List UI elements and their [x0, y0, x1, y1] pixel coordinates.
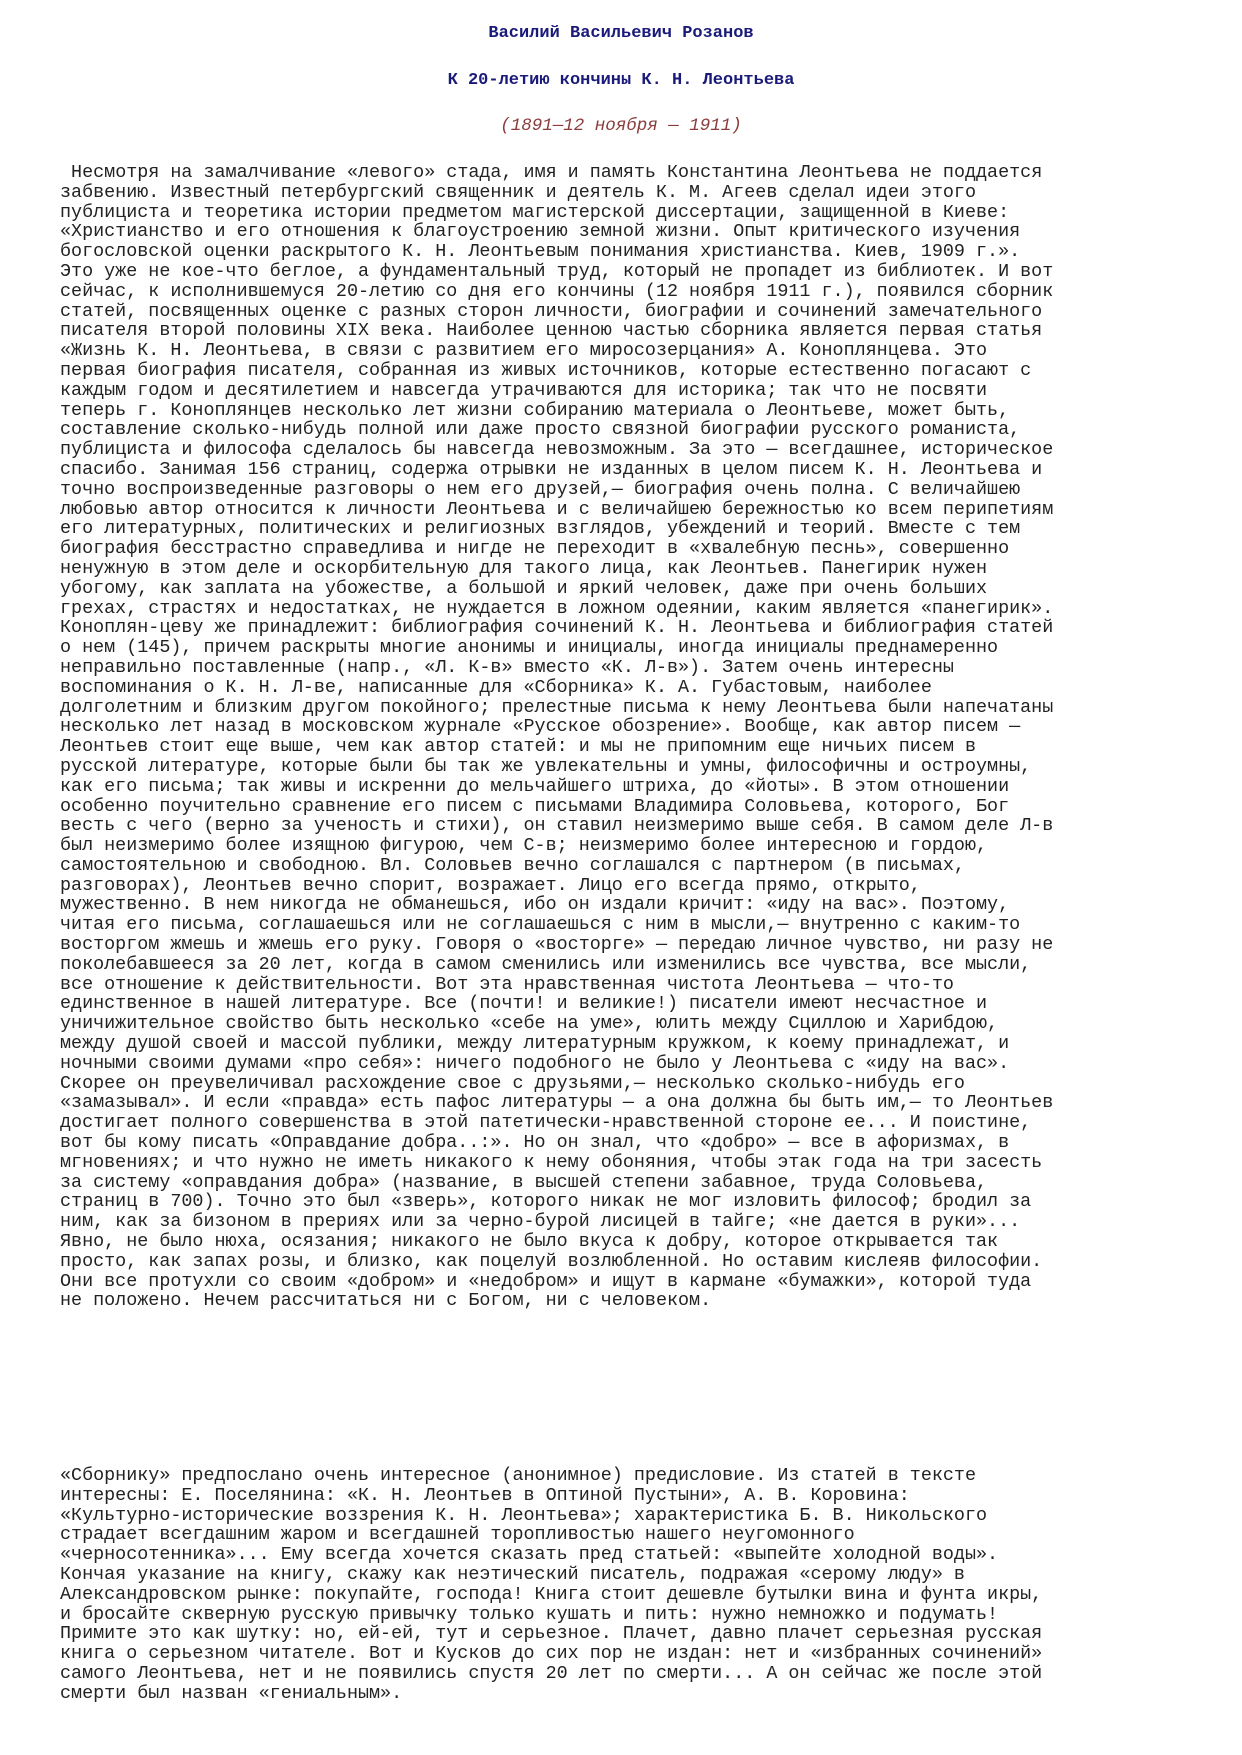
article-title: К 20-летию кончины К. Н. Леонтьева [447, 71, 795, 90]
body-paragraph-2: «Сборнику» предпослано очень интересное (анонимное) предисловие. Из статей в тексте интересны: Е. Поселянина: «К. Н. Леонтьев в Оптиной Пустыни», А. В. Коровина: «Культурно-исторические воззрения К. Н. Леонтьева»; характеристика Б. В. Никольского страдает всегдашним жаром и всегдашней торопливостью нашего неугомонного «черносотенника»... Ему всегда хочется сказать пред статьей: «выпейте холодной воды». Кончая указание на книгу, скажу как неэтический писатель, подражая «серому люду» в Александровском рынке: покупайте, господа! Книга стоит дешевле бутылки вина и фунта икры, и бросайте скверную русскую привычку только кушать и пить: нужно немножко и подумать! Примите это как шутку: но, ей-ей, тут и серьезное. Плачет, давно плачет серьезная русская книга о серьезном читателе. Вот и Кусков до сих пор не издан: нет и «избранных сочинений» самого Леонтьева, нет и не появились спустя 20 лет по смерти... А он сейчас же после этой смерти был назван «гениальным». [60, 1466, 1043, 1704]
author-heading: Василий Васильевич Розанов [488, 24, 754, 43]
body-paragraph-1: Несмотря на замалчивание «левого» стада, имя и память Константина Леонтьева не поддается забвению. Известный петербургский священник и деятель К. М. Агеев сделал идеи этого публициста и теоретика истории предметом магистерской диссертации, защищенной в Киеве: «Христианство и его отношения к благоустроению земной жизни. Опыт критического изучения богословской оценки раскрытого К. Н. Леонтьевым понимания христианства. Киев, 1909 г.». Это уже не кое-что беглое, а фундаментальный труд, который не пропадет из библиотек. И вот сейчас, к исполнившемуся 20-летию со дня его кончины (12 ноября 1911 г.), появился сборник статей, посвященных оценке с разных сторон личности, биографии и сочинений замечательного писателя второй половины XIX века. Наиболее ценною частью сборника является первая статья «Жизнь К. Н. Леонтьева, в связи с развитием его миросозерцания» А. Коноплянцева. Это первая биография писателя, собранная из живых источников, которые естественно погасают с каждым годом и десятилетием и навсегда утрачиваются для историка; так что не посвяти теперь г. Коноплянцев несколько лет жизни собиранию материала о Леонтьеве, может быть, составление сколько-нибудь полной или даже просто связной биографии русского романиста, публициста и философа сделалось бы навсегда невозможным. За это — всегдашнее, историческое спасибо. Занимая 156 страниц, содержа отрывки не изданных в целом писем К. Н. Леонтьева и точно воспроизведенные разговоры о нем его друзей,— биография очень полна. С величайшею любовью автор относится к личности Леонтьева и с величайшею бережностью ко всем перипетиям его литературных, политических и религиозных взглядов, убеждений и теорий. Вместе с тем биография бесстрастно справедлива и нигде не переходит в «хвалебную песнь», совершенно ненужную в этом деле и оскорбительную для такого лица, как Леонтьев. Панегирик нужен убогому, как заплата на убожестве, а большой и яркий человек, даже при очень больших грехах, страстях и недостатках, не нуждается в ложном одеянии, каким является «панегирик». Коноплян-цеву же принадлежит: библиография сочинений К. Н. Леонтьева и библиография статей о нем (145), причем раскрыты многие анонимы и инициалы, иногда инициалы преднамеренно неправильно поставленные (напр., «Л. К-в» вместо «К. Л-в»). Затем очень интересны воспоминания о К. Н. Л-ве, написанные для «Сборника» К. А. Губастовым, наиболее долголетним и близким другом покойного; прелестные письма к нему Леонтьева были напечатаны несколько лет назад в московском журнале «Русское обозрение». Вообще, как автор писем — Леонтьев стоит еще выше, чем как автор статей: и мы не припомним еще ничьих писем в русской литературе, которые были бы так же увлекательны и умны, философичны и остроумны, как его письма; так живы и искренни до мельчайшего штриха, до «йоты». В этом отношении особенно поучительно сравнение его писем с письмами Владимира Соловьева, которого, Бог весть с чего (верно за ученость и стихи), он ставил неизмеримо выше себя. В самом деле Л-в был неизмеримо более изящною фигурою, чем С-в; неизмеримо более интересною и гордою, самостоятельною и свободною. Вл. Соловьев вечно соглашался с партнером (в письмах, разговорах), Леонтьев вечно спорит, возражает. Лицо его всегда прямо, открыто, мужественно. В нем никогда не обманешься, ибо он издали кричит: «иду на вас». Поэтому, читая его письма, соглашаешься или не соглашаешься с ним в мысли,— внутренно с каким-то восторгом жмешь и жмешь его руку. Говоря о «восторге» — передаю личное чувство, ни разу не поколебавшееся за 20 лет, когда в самом сменились или изменились все чувства, все мысли, все отношение к действительности. Вот эта нравственная чистота Леонтьева — что-то единственное в нашей литературе. Все (почти! и великие!) писатели имеют несчастное и уничижительное свойство быть несколько «себе на уме», юлить между Сциллою и Харибдою, между душой своей и массой публики, между литературным кружком, к коему принадлежат, и ночными своими думами «про себя»: ничего подобного не было у Леонтьева с «иду на вас». Скорее он преувеличивал расхождение свое с друзьями,— несколько сколько-нибудь его «замазывал». И если «правда» есть пафос литературы — а она должна бы быть им,— то Леонтьев достигает полного совершенства в этой патетически-нравственной стороне ее... И поистине, вот бы кому писать «Оправдание добра..:». Но он знал, что «добро» — все в афоризмах, в мгновениях; и что нужно не иметь никакого к нему обоняния, чтобы этак года на три засесть за систему «оправдания добра» (название, в высшей степени забавное, труда Соловьева, страниц в 700). Точно это был «зверь», которого никак не мог изловить философ; бродил за ним, как за бизоном в прериях или за черно-бурой лисицей в тайге; «не дается в руки»... Явно, не было нюха, осязания; никакого не было вкуса к добру, которое открывается так просто, как запах розы, и близко, как поцелуй возлюбленной. Но оставим кислеяв философии. Они все протухли со своим «добром» и «недобром» и ищут в кармане «бумажки», которой туда не положено. Нечем рассчитаться ни с Богом, ни с человеком. [60, 163, 1054, 1312]
date-epigraph: (1891—12 ноября — 1911) [500, 116, 742, 136]
